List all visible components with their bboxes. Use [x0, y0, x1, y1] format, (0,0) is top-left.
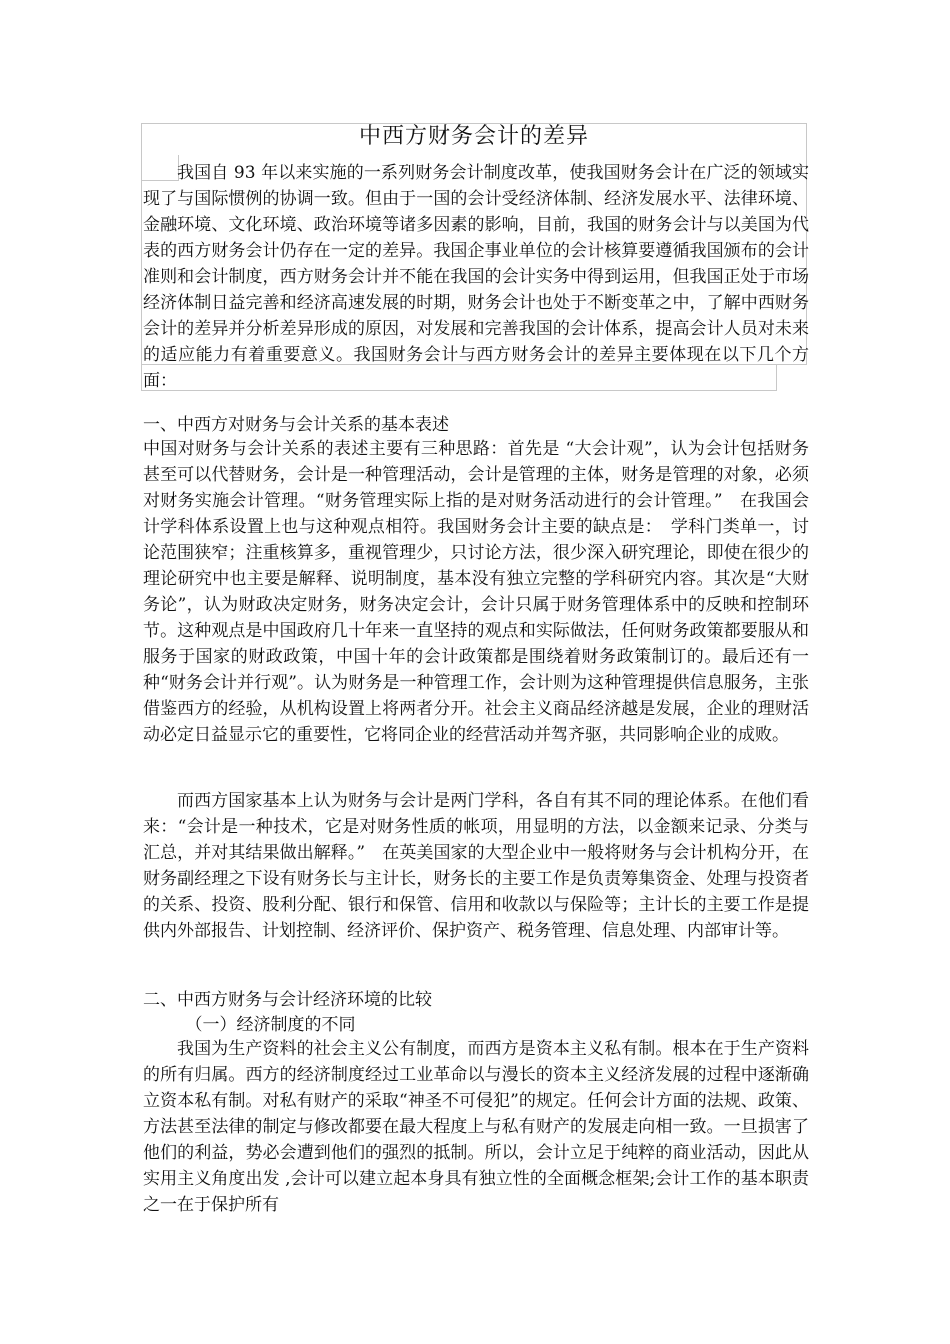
- section-2-paragraph-1: 我国为生产资料的社会主义公有制度，而西方是资本主义私有制。根本在于生产资料的所有归属。西方的经济制度经过工业革命以与漫长的资本主义经济发展的过程中逐渐确立资本私有制。对私有财产的采取“神圣不可侵犯”的规定。任何会计方面的法规、政策、方法甚至法律的制定与修改都要在最大程度上与私有财产的发展走向相一致。一旦损害了他们的利益，势必会遭到他们的强烈的抵制。所以，会计立足于纯粹的商业活动，因此从实用主义角度出发 ,会计可以建立起本身具有独立性的全面概念框架;会计工作的基本职责之一在于保护所有: [143, 1039, 809, 1215]
- section-1-paragraph-2: 而西方国家基本上认为财务与会计是两门学科，各自有其不同的理论体系。在他们看来：“会计是一种技术，它是对财务性质的帐项，用显明的方法，以金额来记录、分类与汇总，并对其结果做出解释。” 在英美国家的大型企业中一般将财务与会计机构分开，在财务副经理之下设有财务长与主计长，财务长的主要工作是负责筹集资金、处理与投资者的关系、投资、股利分配、银行和保管、信用和收款以与保险等；主计长的主要工作是提供内外部报告、计划控制、经济评价、保护资产、税务管理、信息处理、内部审计等。: [143, 791, 809, 941]
- intro-paragraph: 我国自 93 年以来实施的一系列财务会计制度改革，使我国财务会计在广泛的领域实现了与国际惯例的协调一致。但由于一国的会计受经济体制、经济发展水平、法律环境、金融环境、文化环境、政治环境等诸多因素的影响，目前，我国的财务会计与以美国为代表的西方财务会计仍存在一定的差异。我国企事业单位的会计核算要遵循我国颁布的会计准则和会计制度，西方财务会计并不能在我国的会计实务中得到运用，但我国正处于市场经济体制日益完善和经济高速发展的时期，财务会计也处于不断变革之中，了解中西财务会计的差异并分析差异形成的原因，对发展和完善我国的会计体系，提高会计人员对未来的适应能力有着重要意义。我国财务会计与西方财务会计的差异主要体现在以下几个方面：: [143, 163, 809, 391]
- section-2-heading: 二、中西方财务与会计经济环境的比较: [143, 990, 432, 1010]
- section-1-paragraph-1: 中国对财务与会计关系的表述主要有三种思路：首先是 “大会计观”，认为会计包括财务甚至可以代替财务，会计是一种管理活动，会计是管理的主体，财务是管理的对象，必须对财务实施会计管理。“财务管理实际上指的是对财务活动进行的会计管理。” 在我国会计学科体系设置上也与这种观点相符。我国财务会计主要的缺点是： 学科门类单一，讨论范围狭窄；注重核算多，重视管理少，只讨论方法，很少深入研究理论，即使在很少的理论研究中也主要是解释、说明制度，基本没有独立完整的学科研究内容。其次是“大财务论”，认为财政决定财务，财务决定会计，会计只属于财务管理体系中的反映和控制环节。这种观点是中国政府几十年来一直坚持的观点和实际做法，任何财务政策都要服从和服务于国家的财政政策，中国十年的会计政策都是围绕着财务政策制订的。最后还有一种“财务会计并行观”。认为财务是一种管理工作，会计则为这种管理提供信息服务，主张借鉴西方的经验，从机构设置上将两者分开。社会主义商品经济越是发展，企业的理财活动必定日益显示它的重要性，它将同企业的经营活动并驾齐驱，共同影响企业的成败。: [143, 439, 809, 745]
- section-1-heading: 一、中西方对财务与会计关系的基本表述: [143, 415, 449, 435]
- document-title: 中西方财务会计的差异: [358, 124, 589, 149]
- section-2-subheading: （一）经济制度的不同: [185, 1015, 356, 1035]
